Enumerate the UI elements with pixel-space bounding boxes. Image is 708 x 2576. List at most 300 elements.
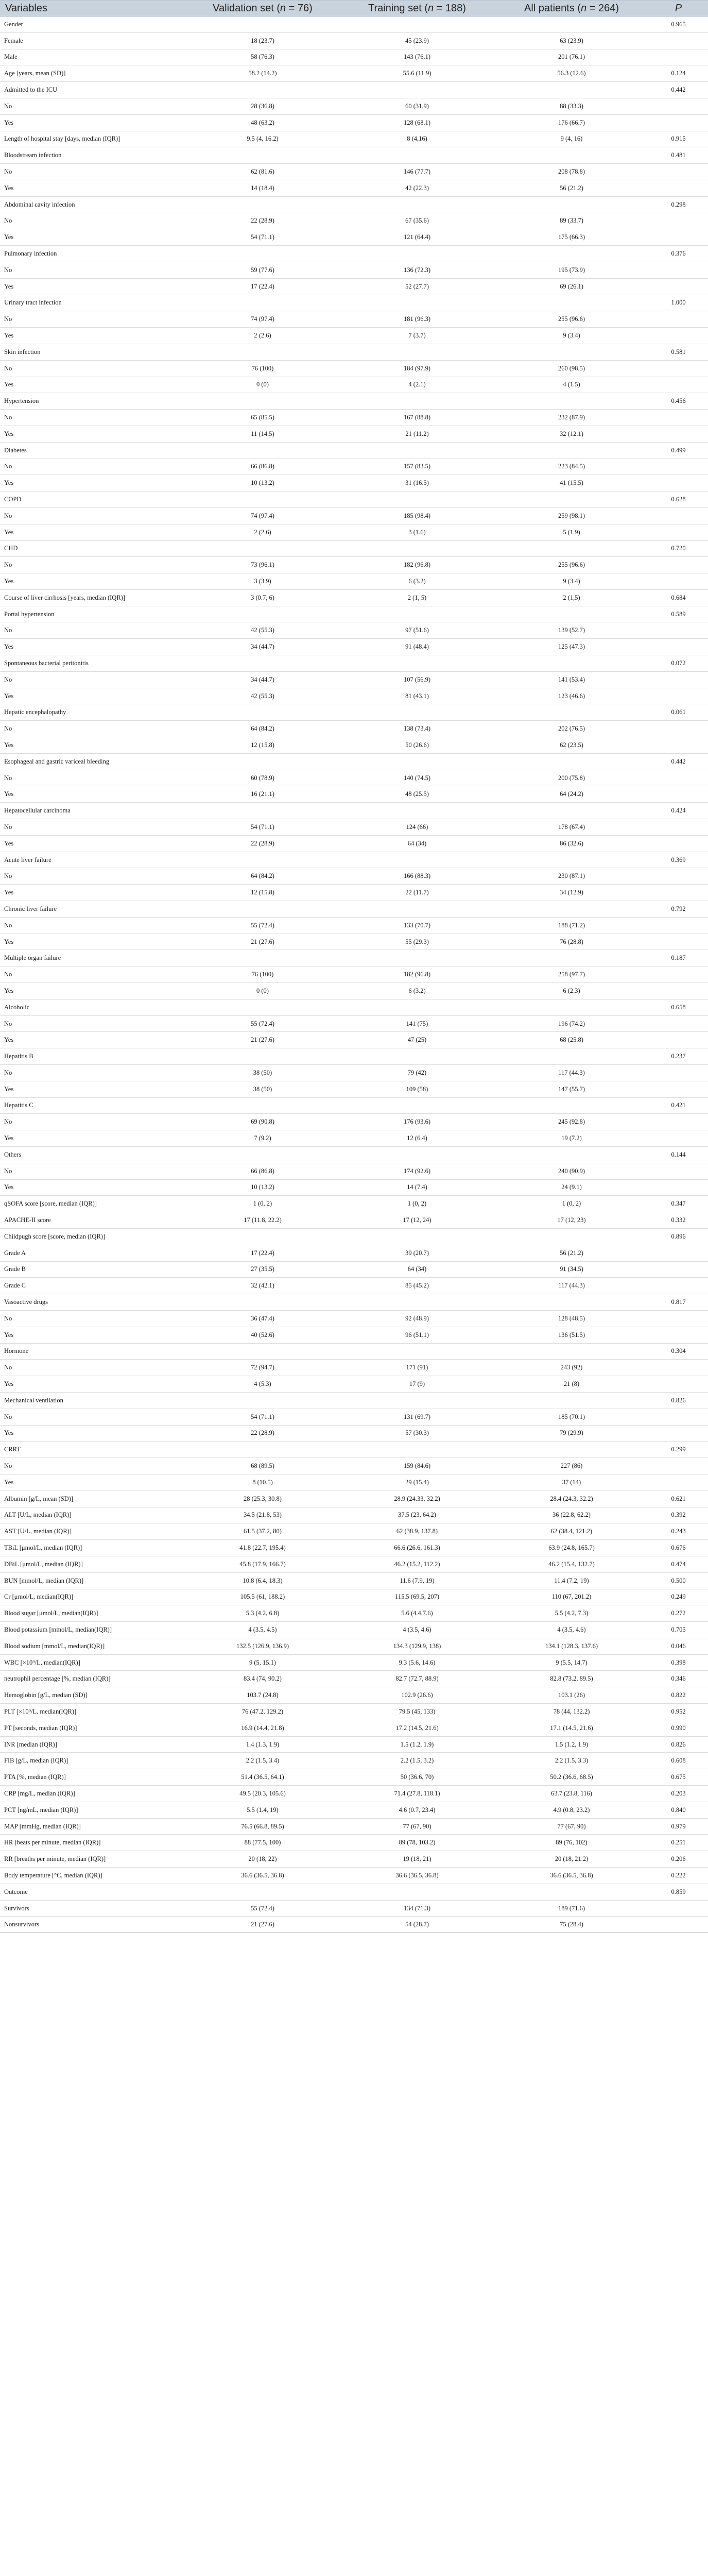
cell-all [494, 442, 649, 459]
cell-variable: CRP [mg/L, median (IQR)] [0, 1786, 185, 1802]
cell-variable: PT [seconds, median (IQR)] [0, 1720, 185, 1736]
table-row [0, 704, 708, 721]
cell-validation: 76 (47.2, 129.2) [185, 1704, 340, 1720]
cell-p [649, 1130, 708, 1147]
cell-all: 63.7 (23.8, 116) [494, 1786, 649, 1802]
cell-training: 6 (3.2) [340, 983, 494, 999]
cell-all: 196 (74.2) [494, 1015, 649, 1032]
cell-validation: 10.8 (6.4, 18.3) [185, 1572, 340, 1589]
table-row [0, 131, 708, 147]
cell-training: 102.9 (26.6) [340, 1687, 494, 1704]
cell-p: 0.990 [649, 1720, 708, 1736]
cell-all: 2.2 (1.5, 3.3) [494, 1753, 649, 1769]
cell-validation: 34 (44.7) [185, 639, 340, 655]
cell-variable: Acute liver failure [0, 852, 185, 868]
cell-training: 17 (12, 24) [340, 1212, 494, 1229]
cell-variable: Blood sodium [mmol/L, median(IQR)] [0, 1638, 185, 1654]
cell-validation [185, 442, 340, 459]
cell-validation [185, 540, 340, 557]
cell-training: 184 (97.9) [340, 360, 494, 377]
cell-validation: 64 (84.2) [185, 868, 340, 885]
cell-variable: No [0, 770, 185, 786]
cell-variable: Urinary tract infection [0, 295, 185, 311]
cell-training [340, 492, 494, 508]
cell-validation: 5.5 (1.4, 19) [185, 1802, 340, 1818]
cell-variable: No [0, 360, 185, 377]
cell-variable: No [0, 819, 185, 836]
table-row [0, 1507, 708, 1523]
cell-training: 115.5 (69.5, 207) [340, 1589, 494, 1605]
cell-validation: 27 (35.5) [185, 1261, 340, 1278]
cell-variable: Yes [0, 1474, 185, 1490]
cell-training: 133 (70.7) [340, 917, 494, 934]
cell-p [649, 1376, 708, 1393]
cell-validation: 45.8 (17.9, 166.7) [185, 1556, 340, 1572]
cell-training [340, 803, 494, 819]
cell-p: 0.061 [649, 704, 708, 721]
table-row [0, 1376, 708, 1393]
cell-all: 36.6 (36.5, 36.8) [494, 1868, 649, 1884]
cell-p [649, 934, 708, 950]
cell-all [494, 901, 649, 918]
table-row [0, 1622, 708, 1638]
table-row [0, 1736, 708, 1753]
cell-training: 79.5 (45, 133) [340, 1704, 494, 1720]
cell-p: 1.000 [649, 295, 708, 311]
cell-all: 89 (76, 102) [494, 1835, 649, 1851]
cell-p [649, 311, 708, 328]
cell-p [649, 1360, 708, 1376]
cell-validation: 66 (86.8) [185, 459, 340, 475]
cell-validation: 65 (85.5) [185, 410, 340, 426]
cell-p: 0.965 [649, 16, 708, 33]
cell-all: 69 (26.1) [494, 278, 649, 295]
cell-training: 159 (84.6) [340, 1458, 494, 1475]
cell-p: 0.124 [649, 65, 708, 82]
table-row [0, 164, 708, 180]
cell-validation: 0 (0) [185, 377, 340, 393]
table-row [0, 1474, 708, 1490]
cell-p: 0.072 [649, 655, 708, 672]
cell-validation: 58 (76.3) [185, 49, 340, 65]
cell-variable: No [0, 459, 185, 475]
table-row [0, 950, 708, 967]
cell-training [340, 852, 494, 868]
cell-p: 0.481 [649, 147, 708, 164]
cell-training [340, 196, 494, 213]
cell-validation [185, 1294, 340, 1311]
cell-all [494, 1228, 649, 1245]
cell-validation [185, 1146, 340, 1163]
cell-p: 0.822 [649, 1687, 708, 1704]
cell-all: 82.8 (73.2, 89.5) [494, 1671, 649, 1687]
cell-p: 0.840 [649, 1802, 708, 1818]
cell-p [649, 213, 708, 229]
cell-p: 0.608 [649, 1753, 708, 1769]
cell-all: 208 (78.8) [494, 164, 649, 180]
cell-training: 167 (88.8) [340, 410, 494, 426]
cell-variable: Yes [0, 737, 185, 754]
cell-training: 19 (18, 21) [340, 1851, 494, 1868]
cell-all [494, 1294, 649, 1311]
table-row [0, 147, 708, 164]
n-symbol: n [581, 2, 587, 14]
cell-p: 0.332 [649, 1212, 708, 1229]
cell-all: 245 (92.8) [494, 1114, 649, 1130]
cell-all: 21 (8) [494, 1376, 649, 1393]
cell-validation: 11 (14.5) [185, 426, 340, 442]
cell-all [494, 147, 649, 164]
cell-all [494, 753, 649, 770]
table-row [0, 1015, 708, 1032]
cell-variable: Skin infection [0, 344, 185, 360]
cell-p [649, 573, 708, 590]
cell-validation [185, 295, 340, 311]
cell-variable: Yes [0, 524, 185, 540]
cell-training: 42 (22.3) [340, 180, 494, 196]
table-row [0, 492, 708, 508]
cell-all: 86 (32.6) [494, 835, 649, 852]
cell-variable: No [0, 1409, 185, 1425]
table-row [0, 1392, 708, 1409]
cell-training: 176 (93.6) [340, 1114, 494, 1130]
table-row [0, 1540, 708, 1556]
table-row [0, 983, 708, 999]
cell-validation: 36.6 (36.5, 36.8) [185, 1868, 340, 1884]
cell-training [340, 1146, 494, 1163]
cell-p [649, 1065, 708, 1081]
cell-validation [185, 344, 340, 360]
table-row [0, 311, 708, 328]
cell-variable: Yes [0, 1130, 185, 1147]
cell-all: 75 (28.4) [494, 1917, 649, 1933]
cell-validation [185, 1392, 340, 1409]
cell-all [494, 344, 649, 360]
cell-training: 143 (76.1) [340, 49, 494, 65]
cell-all: 46.2 (15.4, 132.7) [494, 1556, 649, 1572]
cell-training: 57 (30.3) [340, 1425, 494, 1442]
cell-all: 178 (67.4) [494, 819, 649, 836]
cell-training [340, 540, 494, 557]
cell-p [649, 410, 708, 426]
cell-validation: 66 (86.8) [185, 1163, 340, 1179]
cell-validation: 4 (5.3) [185, 1376, 340, 1393]
cell-all: 2 (1,5) [494, 589, 649, 606]
cell-p: 0.628 [649, 492, 708, 508]
cell-all: 260 (98.5) [494, 360, 649, 377]
table-row [0, 1114, 708, 1130]
cell-all [494, 655, 649, 672]
table-row [0, 1786, 708, 1802]
table-row [0, 360, 708, 377]
cell-training [340, 1884, 494, 1900]
cell-all [494, 950, 649, 967]
cell-training: 81 (43.1) [340, 688, 494, 704]
table-row [0, 246, 708, 262]
cell-p [649, 786, 708, 803]
cell-variable: Yes [0, 885, 185, 901]
cell-p [649, 671, 708, 688]
cell-training [340, 753, 494, 770]
cell-p [649, 164, 708, 180]
cell-variable: Diabetes [0, 442, 185, 459]
table-row [0, 589, 708, 606]
cell-p: 0.222 [649, 1868, 708, 1884]
cell-p: 0.299 [649, 1442, 708, 1458]
cell-validation: 76 (100) [185, 360, 340, 377]
table-row [0, 1802, 708, 1818]
cell-training: 36.6 (36.5, 36.8) [340, 1868, 494, 1884]
cell-p [649, 983, 708, 999]
cell-validation: 54 (71.1) [185, 819, 340, 836]
cell-training: 141 (75) [340, 1015, 494, 1032]
cell-all [494, 803, 649, 819]
cell-validation [185, 1228, 340, 1245]
cell-validation: 74 (97.4) [185, 311, 340, 328]
cell-training: 46.2 (15.2, 112.2) [340, 1556, 494, 1572]
cell-validation: 20 (18, 22) [185, 1851, 340, 1868]
cell-training: 66.6 (26.6, 161.3) [340, 1540, 494, 1556]
cell-all: 5.5 (4.2, 7.3) [494, 1605, 649, 1622]
cell-training [340, 1048, 494, 1065]
table-row [0, 1409, 708, 1425]
cell-variable: No [0, 917, 185, 934]
cell-all: 24 (9.1) [494, 1179, 649, 1196]
cell-p: 0.046 [649, 1638, 708, 1654]
cell-training: 12 (6.4) [340, 1130, 494, 1147]
cell-all [494, 1097, 649, 1114]
cell-p [649, 1458, 708, 1475]
cell-all: 9 (4, 16) [494, 131, 649, 147]
cell-all [494, 393, 649, 410]
table-body [0, 16, 708, 1933]
cell-training: 50 (36.6, 70) [340, 1769, 494, 1786]
cell-variable: PLT [×10⁹/L, median(IQR)] [0, 1704, 185, 1720]
table-row [0, 98, 708, 114]
cell-training: 92 (48.9) [340, 1310, 494, 1327]
cell-variable: PCT [ng/mL, median (IQR)] [0, 1802, 185, 1818]
cell-variable: Gender [0, 16, 185, 33]
cell-p [649, 360, 708, 377]
table-row [0, 868, 708, 885]
cell-validation [185, 999, 340, 1015]
cell-training: 97 (51.6) [340, 622, 494, 639]
cell-validation: 55 (72.4) [185, 1900, 340, 1917]
cell-variable: Yes [0, 1032, 185, 1048]
cell-training: 4 (3.5, 4.6) [340, 1622, 494, 1638]
cell-validation: 3 (0.7, 6) [185, 589, 340, 606]
cell-p: 0.676 [649, 1540, 708, 1556]
cell-training: 22 (11.7) [340, 885, 494, 901]
cell-validation: 5.3 (4.2, 6.8) [185, 1605, 340, 1622]
cell-p: 0.792 [649, 901, 708, 918]
cell-p: 0.369 [649, 852, 708, 868]
cell-variable: Others [0, 1146, 185, 1163]
cell-p: 0.589 [649, 606, 708, 622]
cell-training: 7 (3.7) [340, 328, 494, 344]
cell-validation: 2 (2.6) [185, 328, 340, 344]
table-row [0, 1163, 708, 1179]
cell-validation: 51.4 (36.5, 64.1) [185, 1769, 340, 1786]
cell-variable: No [0, 1114, 185, 1130]
cell-validation: 38 (50) [185, 1065, 340, 1081]
cell-validation [185, 82, 340, 98]
cell-p [649, 1032, 708, 1048]
cell-validation: 17 (22.4) [185, 278, 340, 295]
table-row [0, 721, 708, 737]
cell-validation: 40 (52.6) [185, 1327, 340, 1343]
cell-variable: Yes [0, 1425, 185, 1442]
cell-p [649, 1425, 708, 1442]
cell-p: 0.581 [649, 344, 708, 360]
cell-variable: Admitted to the ICU [0, 82, 185, 98]
cell-training: 138 (73.4) [340, 721, 494, 737]
table-row [0, 1687, 708, 1704]
cell-validation [185, 950, 340, 967]
cell-validation [185, 246, 340, 262]
table-row [0, 459, 708, 475]
table-row [0, 1654, 708, 1671]
table-row [0, 1851, 708, 1868]
cell-training: 171 (91) [340, 1360, 494, 1376]
cell-all: 11.4 (7.2, 19) [494, 1572, 649, 1589]
table-row [0, 770, 708, 786]
cell-validation: 64 (84.2) [185, 721, 340, 737]
cell-p: 0.206 [649, 1851, 708, 1868]
cell-variable: No [0, 311, 185, 328]
cell-training: 134 (71.3) [340, 1900, 494, 1917]
cell-p [649, 475, 708, 492]
table-row [0, 49, 708, 65]
cell-p: 0.896 [649, 1228, 708, 1245]
cell-training: 181 (96.3) [340, 311, 494, 328]
cell-p [649, 98, 708, 114]
cell-validation: 16 (21.1) [185, 786, 340, 803]
cell-p [649, 1114, 708, 1130]
cell-validation: 34 (44.7) [185, 671, 340, 688]
cell-all: 63.9 (24.8, 165.7) [494, 1540, 649, 1556]
cell-variable: HR [beats per minute, median (IQR)] [0, 1835, 185, 1851]
cell-all: 240 (90.9) [494, 1163, 649, 1179]
cell-validation: 4 (3.5, 4.5) [185, 1622, 340, 1638]
cell-validation: 55 (72.4) [185, 917, 340, 934]
cell-variable: Albumin [g/L, mean (SD)] [0, 1490, 185, 1507]
table-row [0, 1884, 708, 1900]
cell-training: 62 (38.9, 137.8) [340, 1523, 494, 1540]
cell-training: 124 (66) [340, 819, 494, 836]
cell-validation: 55 (72.4) [185, 1015, 340, 1032]
cell-all: 76 (28.8) [494, 934, 649, 950]
cell-all: 50.2 (36.6, 68.5) [494, 1769, 649, 1786]
cell-p: 0.474 [649, 1556, 708, 1572]
cell-training: 64 (34) [340, 1261, 494, 1278]
table-row [0, 573, 708, 590]
table-row [0, 786, 708, 803]
cell-p [649, 737, 708, 754]
cell-p: 0.144 [649, 1146, 708, 1163]
cell-p: 0.915 [649, 131, 708, 147]
cell-validation [185, 1097, 340, 1114]
cell-p [649, 180, 708, 196]
table-row [0, 1245, 708, 1261]
cell-all: 68 (25.8) [494, 1032, 649, 1048]
col-variables: Variables [0, 1, 185, 16]
cell-validation: 16.9 (14.4, 21.8) [185, 1720, 340, 1736]
cell-p [649, 622, 708, 639]
cell-all: 147 (55.7) [494, 1081, 649, 1097]
cell-all: 63 (23.9) [494, 32, 649, 49]
cell-variable: WBC [×10⁹/L, median(IQR)] [0, 1654, 185, 1671]
table-header [0, 1, 708, 16]
cell-variable: Chronic liver failure [0, 901, 185, 918]
table-row [0, 1179, 708, 1196]
cell-all [494, 82, 649, 98]
cell-validation [185, 1442, 340, 1458]
cell-p: 0.424 [649, 803, 708, 819]
cell-variable: PTA [%, median (IQR)] [0, 1769, 185, 1786]
cell-validation: 38 (50) [185, 1081, 340, 1097]
cell-all [494, 196, 649, 213]
table-row [0, 1327, 708, 1343]
cell-validation [185, 803, 340, 819]
table-row [0, 934, 708, 950]
table-row [0, 393, 708, 410]
cell-training: 128 (68.1) [340, 114, 494, 131]
cell-validation: 12 (15.8) [185, 737, 340, 754]
cell-validation: 0 (0) [185, 983, 340, 999]
cell-validation: 9.5 (4, 16.2) [185, 131, 340, 147]
cell-all [494, 1442, 649, 1458]
cell-validation: 60 (78.9) [185, 770, 340, 786]
cell-validation: 103.7 (24.8) [185, 1687, 340, 1704]
cell-training: 91 (48.4) [340, 639, 494, 655]
table-row [0, 507, 708, 524]
cell-validation: 17 (22.4) [185, 1245, 340, 1261]
cell-variable: FIB [g/L, median (IQR)] [0, 1753, 185, 1769]
cell-training: 136 (72.3) [340, 262, 494, 278]
cell-p [649, 835, 708, 852]
cell-p [649, 459, 708, 475]
cell-validation: 2 (2.6) [185, 524, 340, 540]
cell-p [649, 1278, 708, 1294]
cell-training: 67 (35.6) [340, 213, 494, 229]
cell-training [340, 1294, 494, 1311]
table-row [0, 344, 708, 360]
table-row [0, 114, 708, 131]
table-row [0, 1589, 708, 1605]
cell-variable: Blood sugar [μmol/L, median(IQR)] [0, 1605, 185, 1622]
cell-all: 230 (87.1) [494, 868, 649, 885]
cell-variable: No [0, 557, 185, 573]
cell-training: 3 (1.6) [340, 524, 494, 540]
cell-p: 0.249 [649, 1589, 708, 1605]
cell-validation [185, 1884, 340, 1900]
cell-p [649, 262, 708, 278]
cell-training: 28.9 (24.33, 32.2) [340, 1490, 494, 1507]
cell-validation: 18 (23.7) [185, 32, 340, 49]
cell-training: 39 (20.7) [340, 1245, 494, 1261]
cell-all [494, 704, 649, 721]
cell-variable: Yes [0, 278, 185, 295]
cell-p [649, 1179, 708, 1196]
cell-validation [185, 606, 340, 622]
cell-validation: 76 (100) [185, 967, 340, 983]
cell-all [494, 999, 649, 1015]
cell-training: 9.3 (5.6, 14.6) [340, 1654, 494, 1671]
cell-variable: Course of liver cirrhosis [years, median (IQR)] [0, 589, 185, 606]
cell-variable: Grade C [0, 1278, 185, 1294]
cell-validation: 42 (55.3) [185, 622, 340, 639]
